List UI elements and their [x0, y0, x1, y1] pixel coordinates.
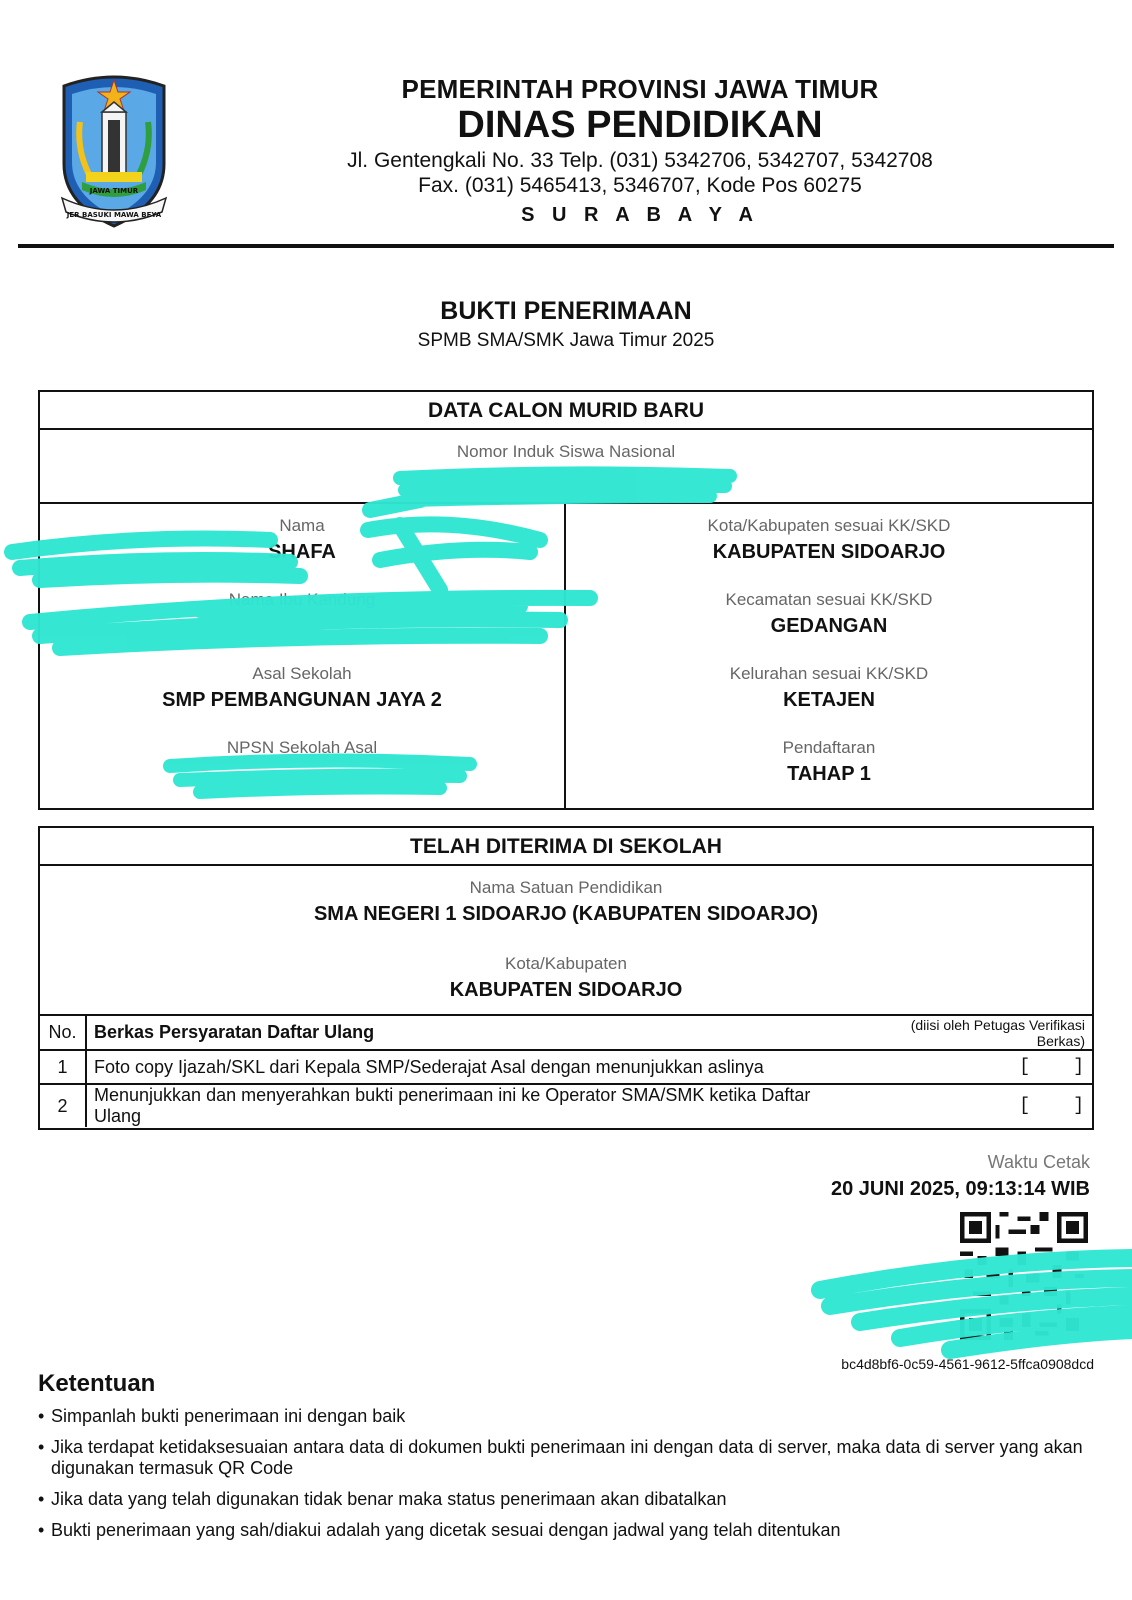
row-number: 2 — [40, 1084, 86, 1127]
government-name: PEMERINTAH PROVINSI JAWA TIMUR — [401, 74, 879, 104]
nisn-label: Nomor Induk Siswa Nasional — [456, 442, 676, 461]
svg-text:JER BASUKI MAWA BEYA: JER BASUKI MAWA BEYA — [66, 211, 162, 219]
village-field — [566, 662, 1092, 736]
accepted-heading: TELAH DITERIMA DI SEKOLAH — [40, 828, 1092, 866]
row-text: Menunjukkan dan menyerahkan bukti penerimaan ini ke Operator SMA/SMK ketika Daftar Ulang — [86, 1084, 859, 1127]
row-checkbox: [ ] — [859, 1084, 1092, 1127]
village-value: KETAJEN — [783, 689, 875, 711]
education-unit-value: SMA NEGERI 1 SIDOARJO (KABUPATEN SIDOARJO) — [313, 903, 819, 925]
nisn-value — [40, 464, 1092, 492]
city-field — [566, 514, 1092, 588]
registration-value: TAHAP 1 — [787, 763, 871, 785]
mother-name-field — [40, 588, 564, 662]
village-label: Kelurahan sesuai KK/SKD — [729, 664, 929, 683]
office-name: DINAS PENDIDIKAN — [457, 104, 823, 146]
table-row — [40, 1050, 1092, 1084]
requirements-item-header — [86, 1016, 859, 1050]
npsn-field — [40, 736, 564, 810]
name-field — [40, 514, 564, 588]
name-label: Nama — [279, 516, 325, 535]
terms-title: Ketentuan — [38, 1370, 156, 1397]
registration-field — [566, 736, 1092, 810]
requirements-item-title: Berkas Persyaratan Daftar Ulang — [94, 1022, 375, 1042]
row-checkbox: [ ] — [859, 1050, 1092, 1084]
name-value: SHAFA — [268, 541, 336, 563]
origin-school-value: SMP PEMBANGUNAN JAYA 2 — [162, 689, 442, 711]
npsn-label: NPSN Sekolah Asal — [226, 738, 378, 757]
nisn-field — [40, 430, 1092, 504]
city-label: Kota/Kabupaten sesuai KK/SKD — [707, 516, 951, 535]
district-label: Kecamatan sesuai KK/SKD — [725, 590, 933, 609]
terms-list — [38, 1406, 1098, 1551]
requirements-header-row — [40, 1016, 1092, 1050]
row-text: Foto copy Ijazah/SKL dari Kepala SMP/Sederajat Asal dengan menunjukkan aslinya — [86, 1050, 859, 1084]
mother-name-label: Nama Ibu Kandung — [228, 590, 376, 609]
district-field — [566, 588, 1092, 662]
accepted-city-value: KABUPATEN SIDOARJO — [449, 979, 683, 1001]
city-value: KABUPATEN SIDOARJO — [712, 541, 946, 563]
registration-label: Pendaftaran — [782, 738, 876, 757]
requirements-table — [40, 1016, 1092, 1127]
origin-school-label: Asal Sekolah — [252, 664, 352, 683]
jawa-timur-emblem-logo — [58, 72, 170, 230]
office-address: Jl. Gentengkali No. 33 Telp. (031) 5342706, 5342707, 5342708 — [347, 149, 933, 172]
student-data-box — [38, 390, 1094, 810]
npsn-value — [40, 760, 564, 788]
document-uuid: bc4d8bf6-0c59-4561-9612-5ffca0908dcd — [841, 1356, 1094, 1372]
print-time-value: 20 JUNI 2025, 09:13:14 WIB — [830, 1178, 1090, 1200]
education-unit-label: Nama Satuan Pendidikan — [469, 878, 663, 897]
mother-name-value — [40, 612, 564, 640]
list-item: • Jika data yang telah digunakan tidak benar maka status penerimaan akan dibatalkan — [38, 1489, 1098, 1510]
student-right-column — [566, 504, 1092, 808]
district-value: GEDANGAN — [770, 615, 888, 637]
student-left-column — [40, 504, 566, 808]
origin-school-field — [40, 662, 564, 736]
office-city: S U R A B A Y A — [521, 204, 759, 226]
requirements-note: (diisi oleh Petugas Verifikasi Berkas) — [910, 1016, 1085, 1049]
list-item: • Simpanlah bukti penerimaan ini dengan baik — [38, 1406, 1098, 1427]
document-title-main: BUKTI PENERIMAAN — [440, 297, 692, 325]
document-title-sub: SPMB SMA/SMK Jawa Timur 2025 — [417, 330, 715, 351]
office-fax: Fax. (031) 5465413, 5346707, Kode Pos 60275 — [418, 174, 862, 197]
letterhead-divider — [18, 244, 1114, 248]
accepted-city-label: Kota/Kabupaten — [505, 954, 627, 973]
student-data-heading: DATA CALON MURID BARU — [40, 392, 1092, 430]
table-row — [40, 1084, 1092, 1127]
requirements-no-header: No. — [40, 1016, 86, 1050]
education-unit-field — [40, 876, 1092, 952]
list-item: • Jika terdapat ketidaksesuaian antara data di dokumen bukti penerimaan ini dengan data di server, maka data di server yang akan digunakan termasuk QR Code — [38, 1437, 1098, 1479]
svg-text:JAWA TIMUR: JAWA TIMUR — [89, 187, 139, 195]
document-title — [0, 296, 1132, 354]
letterhead — [300, 74, 980, 230]
row-number: 1 — [40, 1050, 86, 1084]
print-time-label: Waktu Cetak — [987, 1152, 1090, 1172]
qr-code — [960, 1212, 1088, 1340]
list-item: • Bukti penerimaan yang sah/diakui adalah yang dicetak sesuai dengan jadwal yang telah ditentukan — [38, 1520, 1098, 1541]
accepted-school-box — [38, 826, 1094, 1130]
